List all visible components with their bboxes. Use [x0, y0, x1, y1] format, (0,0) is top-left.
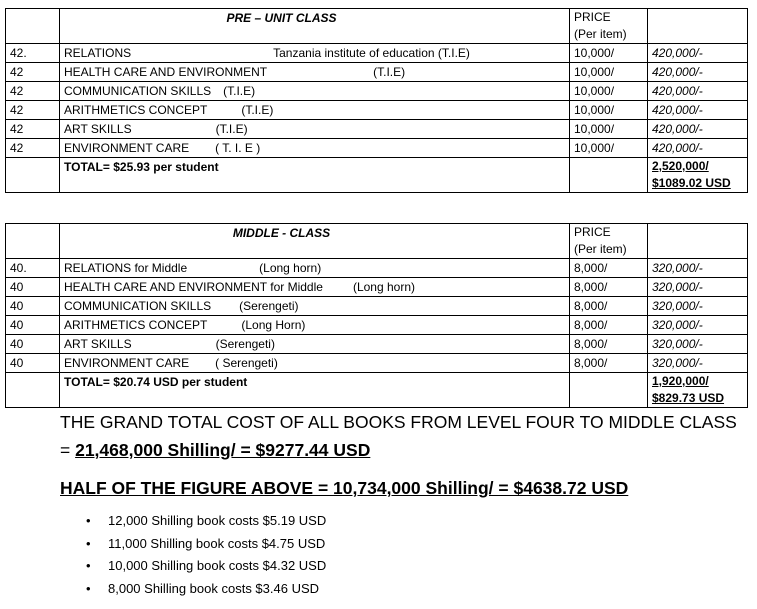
item-description: [64, 101, 569, 119]
table-row: [6, 316, 748, 335]
grand-total-value: 21,468,000 Shilling/ = $9277.44 USD: [75, 440, 371, 460]
publisher-name: (T.I.E): [373, 65, 406, 79]
subject-name: ENVIRONMENT CARE: [64, 356, 190, 370]
amount-header-cell: [648, 9, 748, 44]
publisher-name: Tanzania institute of education (T.I.E): [273, 46, 470, 60]
total-label: TOTAL= $20.74 USD per student: [60, 373, 570, 408]
amount-cell: 320,000/-: [648, 278, 748, 297]
price-header-cell: [570, 224, 648, 259]
total-row: [6, 158, 748, 193]
table-row: [6, 335, 748, 354]
subject-name: HEALTH CARE AND ENVIRONMENT for Middle: [64, 280, 323, 294]
amount-cell: 420,000/-: [648, 44, 748, 63]
total-row: [6, 373, 748, 408]
qty-cell: 40: [6, 278, 60, 297]
list-item: • 12,000 Shilling book costs $5.19 USD: [86, 510, 326, 533]
table-row: [6, 44, 748, 63]
total-qty-cell: [6, 158, 60, 193]
pre-unit-class-table: [5, 8, 748, 193]
subject-name: ENVIRONMENT CARE: [64, 141, 190, 155]
publisher-name: (T.I.E): [241, 103, 274, 117]
title-cell: [60, 9, 570, 44]
item-cell: [60, 259, 570, 278]
item-description: [64, 82, 569, 100]
price-header-label: PRICE: [574, 10, 611, 24]
price-cell: 8,000/: [570, 259, 648, 278]
amount-cell: 320,000/-: [648, 259, 748, 278]
total-amount-shilling: 2,520,000/: [652, 159, 709, 173]
qty-cell: 42: [6, 120, 60, 139]
price-cell: 8,000/: [570, 297, 648, 316]
item-description: [64, 297, 569, 315]
publisher-name: (Serengeti): [215, 337, 275, 351]
table-row: [6, 120, 748, 139]
publisher-name: ( T. I. E ): [215, 141, 261, 155]
half-figure-text: HALF OF THE FIGURE ABOVE = 10,734,000 Shilling/ = $4638.72 USD: [60, 478, 629, 498]
publisher-name: (Long horn): [352, 280, 415, 294]
publisher-name: ( Serengeti): [215, 356, 278, 370]
item-description: [64, 63, 569, 81]
item-description: [64, 259, 569, 277]
table-row: [6, 101, 748, 120]
item-description: [64, 316, 569, 334]
item-cell: [60, 316, 570, 335]
bullet-icon: •: [86, 535, 91, 551]
qty-cell: 40: [6, 335, 60, 354]
item-cell: [60, 101, 570, 120]
item-cell: [60, 63, 570, 82]
bullet-icon: •: [86, 558, 91, 573]
item-cell: [60, 297, 570, 316]
publisher-name: (Long horn): [259, 261, 322, 275]
subject-name: HEALTH CARE AND ENVIRONMENT: [64, 65, 268, 79]
amount-cell: 320,000/-: [648, 335, 748, 354]
total-amount-cell: [648, 158, 748, 193]
amount-cell: 420,000/-: [648, 120, 748, 139]
amount-cell: 420,000/-: [648, 82, 748, 101]
item-description: [64, 44, 569, 62]
qty-cell: 42: [6, 82, 60, 101]
price-cell: 10,000/: [570, 101, 648, 120]
item-cell: [60, 278, 570, 297]
bullet-icon: •: [86, 513, 91, 528]
item-description: [64, 354, 569, 372]
item-cell: [60, 335, 570, 354]
price-cell: 8,000/: [570, 316, 648, 335]
price-cell: 10,000/: [570, 120, 648, 139]
subject-name: COMMUNICATION SKILLS: [64, 84, 212, 98]
publisher-name: (Serengeti): [239, 299, 299, 313]
item-description: [64, 278, 569, 296]
bullet-icon: •: [86, 580, 91, 596]
grand-total-text: [60, 408, 750, 464]
price-cell: 8,000/: [570, 335, 648, 354]
item-cell: [60, 139, 570, 158]
list-item: • 8,000 Shilling book costs $3.46 USD: [86, 578, 326, 601]
qty-cell: 40: [6, 316, 60, 335]
price-header-sub: (Per item): [574, 242, 627, 256]
amount-cell: 320,000/-: [648, 354, 748, 373]
qty-cell: 40: [6, 354, 60, 373]
amount-cell: 320,000/-: [648, 297, 748, 316]
middle-class-table: [5, 223, 748, 408]
subject-name: ARITHMETICS CONCEPT: [64, 103, 208, 117]
publisher-name: (T.I.E): [223, 84, 256, 98]
conversion-notes-list: [86, 510, 326, 600]
price-cell: 10,000/: [570, 82, 648, 101]
amount-cell: 420,000/-: [648, 101, 748, 120]
list-item: • 11,000 Shilling book costs $4.75 USD: [86, 533, 326, 556]
total-price-cell: [570, 373, 648, 408]
table-row: [6, 259, 748, 278]
subject-name: RELATIONS for Middle: [64, 261, 188, 275]
table-header-row: [6, 9, 748, 44]
table-row: [6, 354, 748, 373]
qty-cell: 40: [6, 297, 60, 316]
subject-name: ART SKILLS: [64, 337, 132, 351]
qty-cell: 42: [6, 139, 60, 158]
price-cell: 8,000/: [570, 354, 648, 373]
qty-header-cell: [6, 9, 60, 44]
amount-header-cell: [648, 224, 748, 259]
subject-name: RELATIONS: [64, 46, 132, 60]
grand-total-prefix: THE GRAND TOTAL COST OF ALL BOOKS FROM LEVEL FOUR TO MIDDLE CLASS =: [60, 412, 737, 460]
price-header-cell: [570, 9, 648, 44]
subject-name: COMMUNICATION SKILLS: [64, 299, 212, 313]
amount-cell: 420,000/-: [648, 139, 748, 158]
price-cell: 8,000/: [570, 278, 648, 297]
qty-header-cell: [6, 224, 60, 259]
total-amount-shilling: 1,920,000/: [652, 374, 709, 388]
title-cell: [60, 224, 570, 259]
subject-name: ARITHMETICS CONCEPT: [64, 318, 208, 332]
item-cell: [60, 354, 570, 373]
table-title: MIDDLE - CLASS: [232, 226, 331, 240]
qty-cell: 42: [6, 63, 60, 82]
item-cell: [60, 44, 570, 63]
item-description: [64, 120, 569, 138]
price-cell: 10,000/: [570, 139, 648, 158]
publisher-name: (T.I.E): [215, 122, 248, 136]
price-header-label: PRICE: [574, 225, 611, 239]
price-header-sub: (Per item): [574, 27, 627, 41]
list-item: • 10,000 Shilling book costs $4.32 USD: [86, 555, 326, 578]
item-cell: [60, 120, 570, 139]
table-row: [6, 82, 748, 101]
total-qty-cell: [6, 373, 60, 408]
publisher-name: (Long Horn): [241, 318, 306, 332]
price-cell: 10,000/: [570, 63, 648, 82]
qty-cell: 42: [6, 101, 60, 120]
table-row: [6, 139, 748, 158]
amount-cell: 420,000/-: [648, 63, 748, 82]
item-description: [64, 335, 569, 353]
table-row: [6, 297, 748, 316]
total-price-cell: [570, 158, 648, 193]
table-row: [6, 63, 748, 82]
qty-cell: 40.: [6, 259, 60, 278]
table-header-row: [6, 224, 748, 259]
amount-cell: 320,000/-: [648, 316, 748, 335]
total-amount-cell: [648, 373, 748, 408]
price-cell: 10,000/: [570, 44, 648, 63]
total-amount-usd: $1089.02 USD: [652, 176, 731, 190]
table-row: [6, 278, 748, 297]
qty-cell: 42.: [6, 44, 60, 63]
item-cell: [60, 82, 570, 101]
subject-name: ART SKILLS: [64, 122, 132, 136]
total-label: TOTAL= $25.93 per student: [60, 158, 570, 193]
item-description: [64, 139, 569, 157]
table-title: PRE – UNIT CLASS: [226, 11, 337, 25]
total-amount-usd: $829.73 USD: [652, 391, 725, 405]
